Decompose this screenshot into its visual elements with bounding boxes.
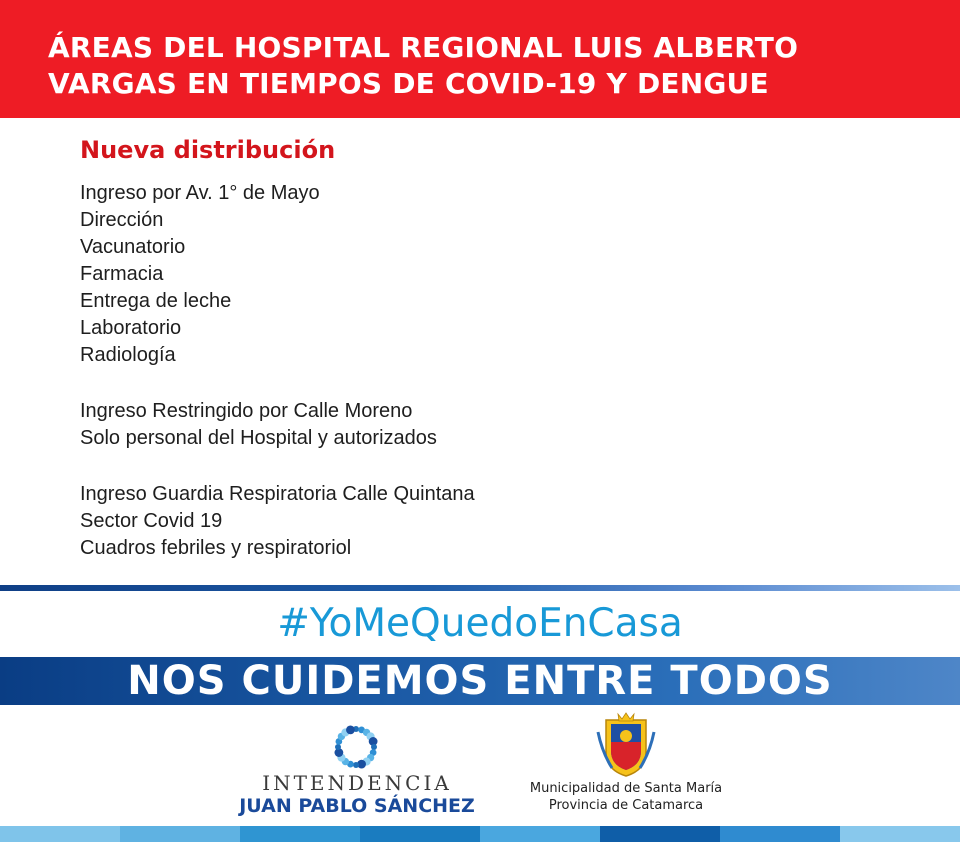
crest-icon [596, 712, 656, 778]
footer-segment [840, 826, 960, 842]
area-group-main-entrance [80, 180, 900, 369]
footer-segment [360, 826, 480, 842]
municipalidad-logo [517, 712, 735, 817]
list-item: Sector Covid 19 [80, 510, 223, 532]
footer-segment [480, 826, 600, 842]
footer-segment [720, 826, 840, 842]
title-line-2: VARGAS EN TIEMPOS DE COVID-19 Y DENGUE [48, 67, 769, 100]
intendencia-name: JUAN PABLO SÁNCHEZ [239, 795, 475, 817]
list-item: Ingreso Guardia Respiratoria Calle Quintana [80, 483, 475, 505]
title-line-1: ÁREAS DEL HOSPITAL REGIONAL LUIS ALBERTO [48, 31, 799, 64]
list-item: Solo personal del Hospital y autorizados [80, 427, 437, 449]
list-item: Dirección [80, 209, 164, 231]
slogan-text: NOS CUIDEMOS ENTRE TODOS [127, 658, 833, 704]
list-item: Farmacia [80, 263, 164, 285]
area-group-respiratory-entrance [80, 481, 900, 562]
intendencia-label: INTENDENCIA [262, 771, 452, 795]
header-banner [0, 0, 960, 118]
content-area [80, 134, 900, 591]
ring-dot [371, 744, 377, 750]
list-item: Laboratorio [80, 317, 182, 339]
footer-segment [0, 826, 120, 842]
subtitle: Nueva distribución [80, 136, 336, 164]
footer-segment [120, 826, 240, 842]
blue-ring-logo-icon [331, 722, 381, 772]
list-item: Ingreso por Av. 1° de Mayo [80, 182, 320, 204]
footer-segment [240, 826, 360, 842]
intendencia-logo [232, 722, 482, 822]
province-name: Provincia de Catamarca [548, 798, 704, 813]
list-item: Radiología [80, 344, 176, 366]
slogan-banner [0, 657, 960, 705]
ring-dot [353, 762, 359, 768]
ring-dot [335, 744, 341, 750]
hashtag-text: #YoMeQuedoEnCasa [277, 601, 683, 646]
divider [0, 585, 960, 591]
list-item: Vacunatorio [80, 236, 186, 258]
list-item: Entrega de leche [80, 290, 232, 312]
footer-color-bar [0, 826, 960, 842]
municipalidad-name: Municipalidad de Santa María [529, 781, 723, 796]
area-group-restricted-entrance [80, 398, 900, 452]
footer-segment [600, 826, 720, 842]
page-title [48, 30, 928, 102]
ring-dot [346, 725, 355, 734]
list-item: Ingreso Restringido por Calle Moreno [80, 400, 413, 422]
list-item: Cuadros febriles y respiratoriol [80, 537, 352, 559]
